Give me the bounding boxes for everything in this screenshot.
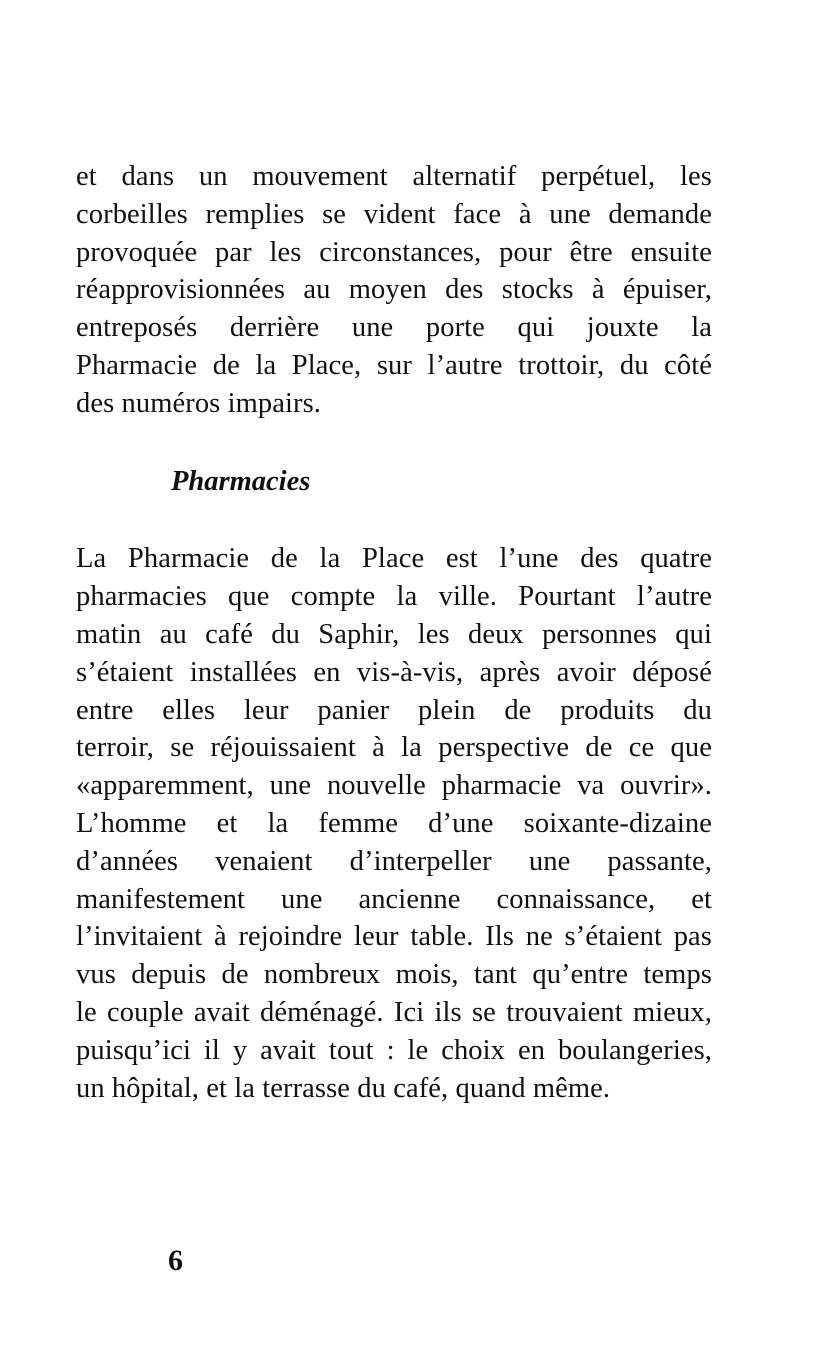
paragraph-continued [76, 158, 712, 423]
text-line: le couple avait déménagé. Ici ils se trouvaient mieux, [76, 996, 712, 1028]
text-line: entre elles leur panier plein de produits du [76, 694, 712, 726]
text-line: L’homme et la femme d’une soixante-dizaine [76, 807, 712, 839]
section-heading: Pharmacies [171, 465, 311, 497]
text-line: provoquée par les circonstances, pour être ensuite [76, 236, 712, 268]
text-line: l’invitaient à rejoindre leur table. Ils ne s’étaient pas [76, 921, 712, 953]
text-line: manifestement une ancienne connaissance, et [76, 883, 712, 915]
text-block [76, 158, 712, 1107]
text-line: puisqu’ici il y avait tout : le choix en boulangeries, [76, 1034, 712, 1066]
text-line: vus depuis de nombreux mois, tant qu’entre temps [76, 959, 712, 991]
spacer [76, 423, 712, 463]
text-line: entreposés derrière une porte qui jouxte la [76, 312, 712, 344]
text-line: pharmacies que compte la ville. Pourtant l’autre [76, 581, 712, 613]
page-number: 6 [168, 1244, 183, 1277]
text-line: «apparemment, une nouvelle pharmacie va ouvrir». [76, 770, 712, 802]
text-line: Pharmacie de la Place, sur l’autre trottoir, du côté [76, 349, 712, 381]
text-line: un hôpital, et la terrasse du café, quand même. [76, 1072, 611, 1104]
spacer [76, 500, 712, 540]
text-line: réapprovisionnées au moyen des stocks à épuiser, [76, 274, 712, 306]
text-line: des numéros impairs. [76, 387, 322, 419]
text-line: d’années venaient d’interpeller une passante, [76, 845, 712, 877]
paragraph [76, 540, 712, 1107]
text-line: et dans un mouvement alternatif perpétuel, les [76, 161, 712, 192]
text-line: s’étaient installées en vis-à-vis, après avoir déposé [76, 656, 712, 688]
text-line: terroir, se réjouissaient à la perspective de ce que [76, 732, 712, 764]
text-line: corbeilles remplies se vident face à une demande [76, 198, 712, 230]
text-line: matin au café du Saphir, les deux personnes qui [76, 618, 712, 650]
text-line: La Pharmacie de la Place est l’une des quatre [76, 543, 712, 575]
